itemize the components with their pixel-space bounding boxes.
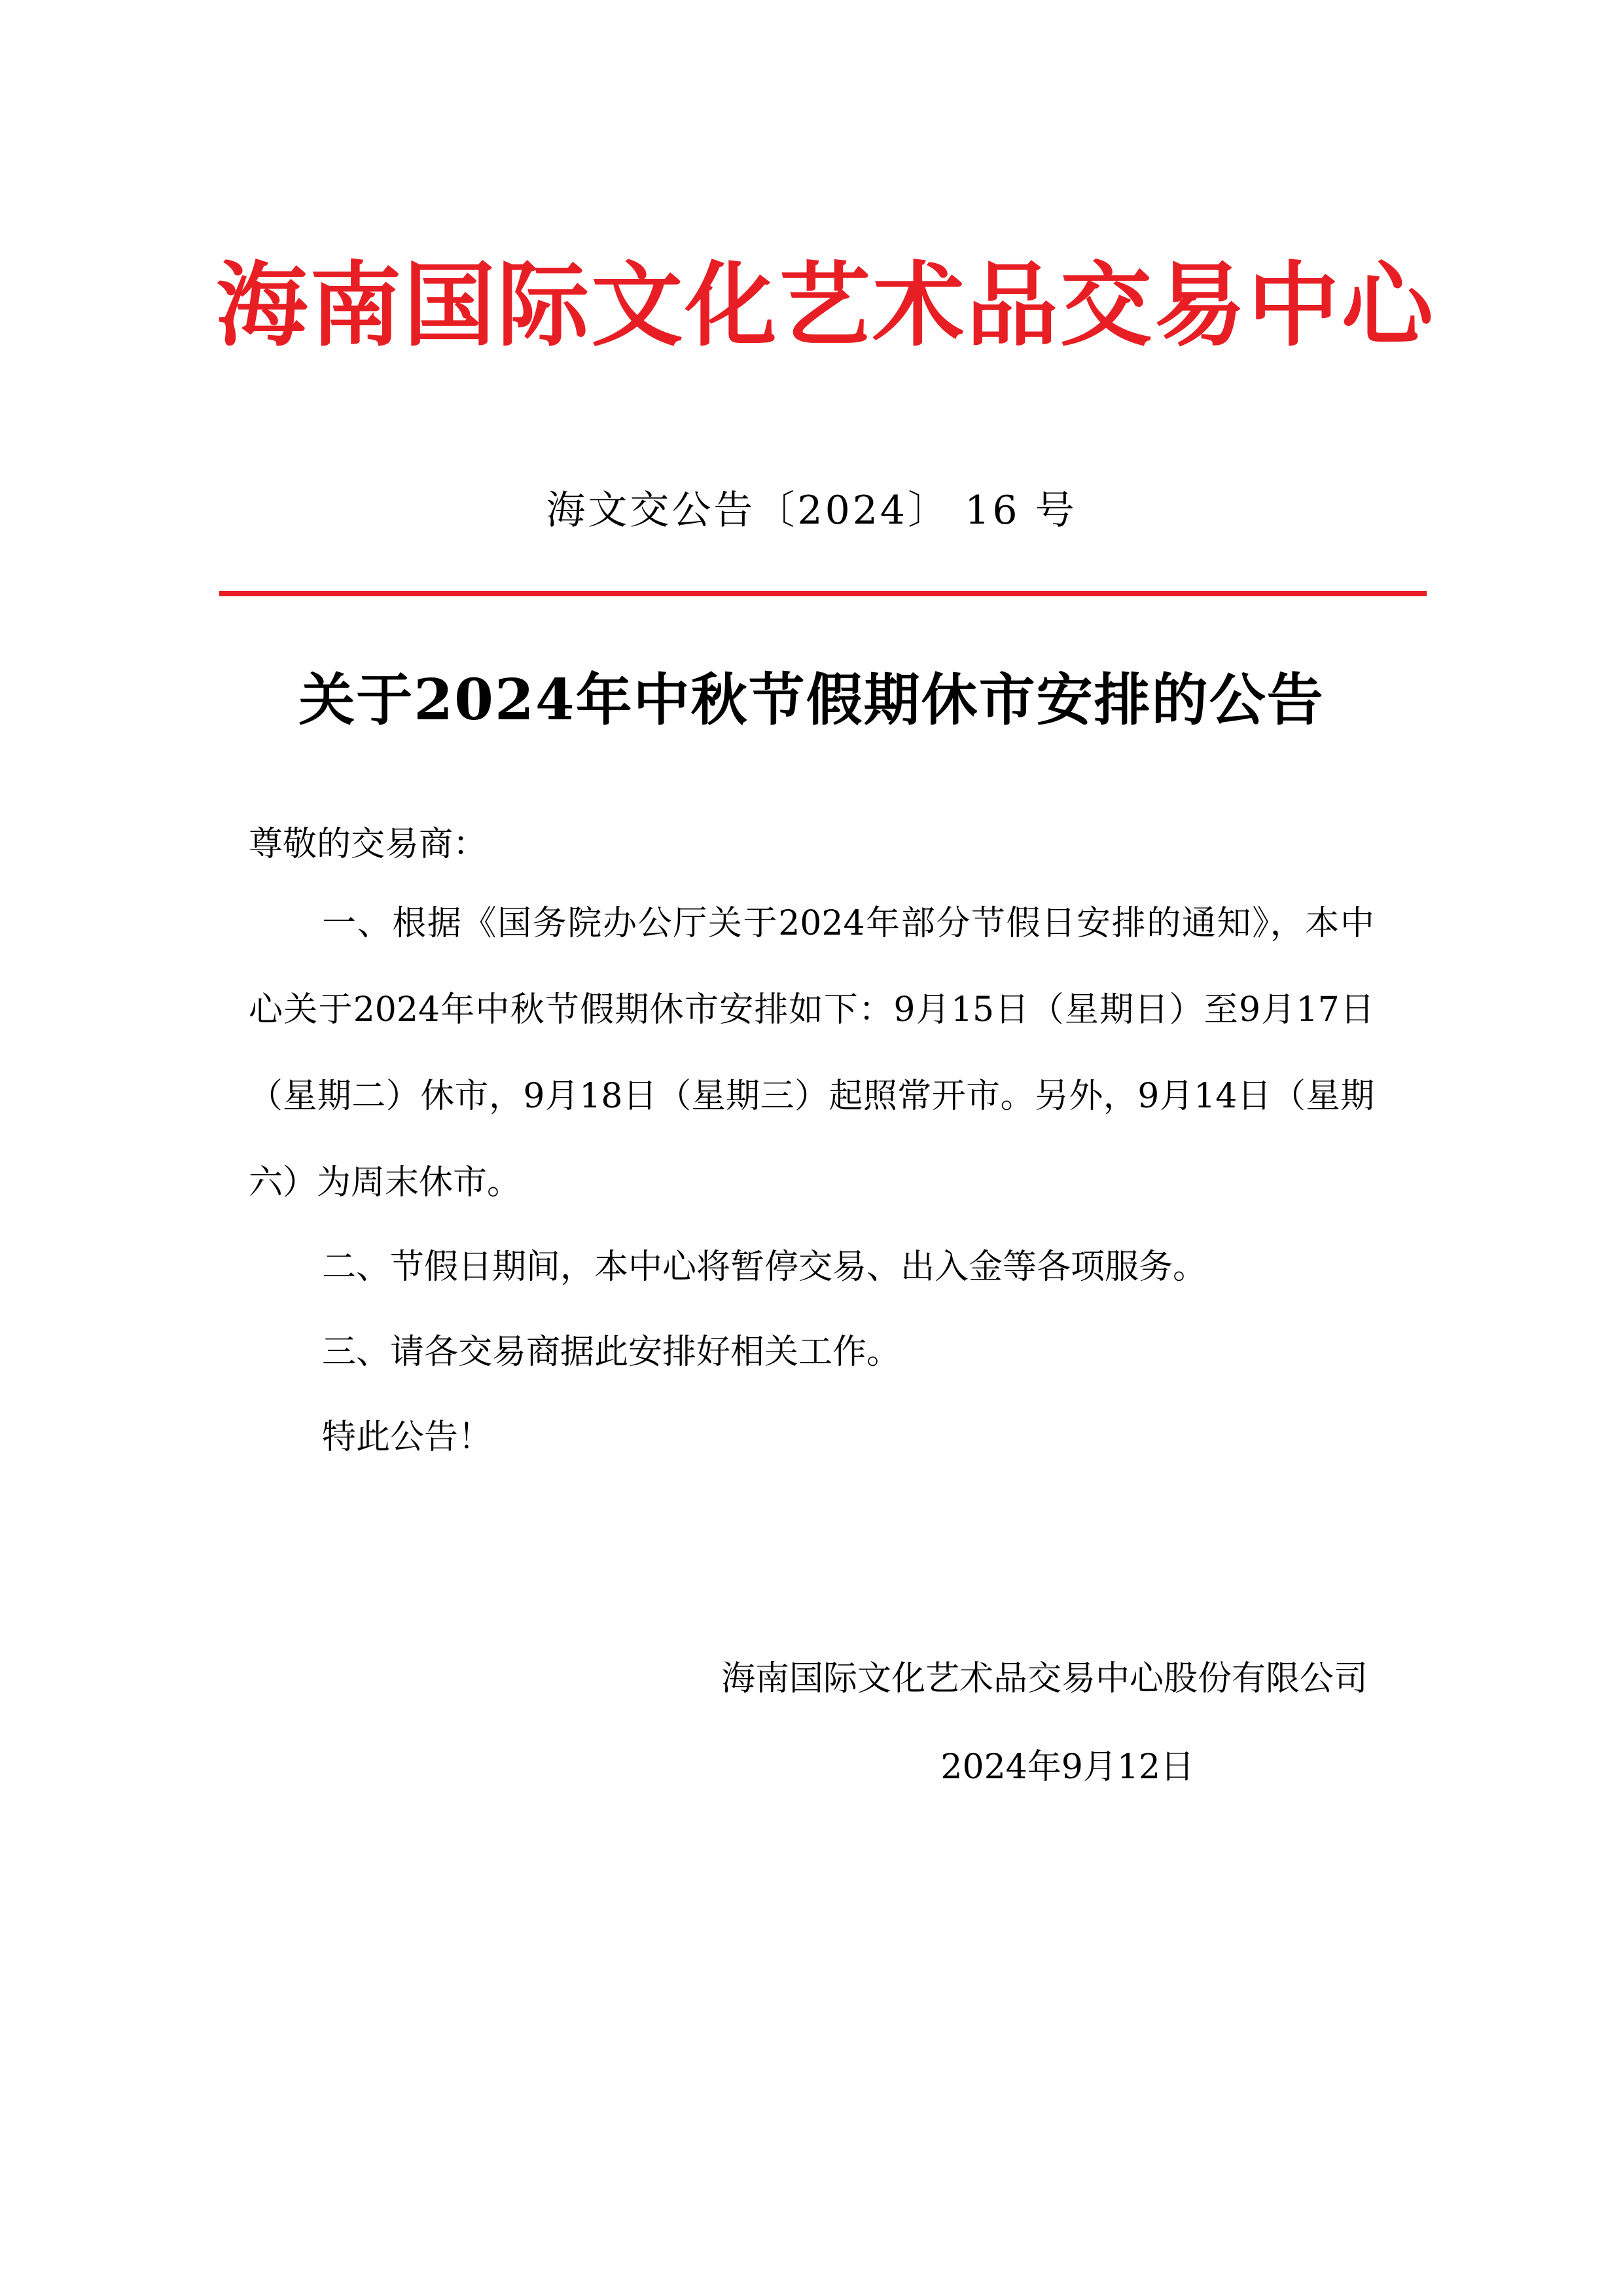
letterhead-char: 海 <box>216 251 308 359</box>
letterhead-char: 化 <box>685 251 777 359</box>
letterhead-char: 心 <box>1341 251 1433 359</box>
paragraph-closing: 特此公告！ <box>322 1418 493 1457</box>
signature-organization: 海南国际文化艺术品交易中心股份有限公司 <box>721 1659 1368 1698</box>
paragraph-schedule: 一、根据《国务院办公厅关于2024年部分节假日安排的通知》，本中心关于2024年中秋节假期休市安排如下：9月15日（星期日）至9月17日（星期二）休市，9月18日（星期三）起照常开市。另外，9月14日（星期六）为周末休市。 <box>249 904 1374 1202</box>
paragraph-arrangement: 三、请各交易商据此安排好相关工作。 <box>322 1333 901 1372</box>
salutation: 尊敬的交易商： <box>249 825 488 864</box>
letterhead-char: 南 <box>310 251 402 359</box>
signature-date: 2024年9月12日 <box>940 1748 1194 1787</box>
red-divider-line <box>219 591 1427 596</box>
letterhead-char: 文 <box>591 251 683 359</box>
notice-title: 关于2024年中秋节假期休市安排的公告 <box>298 667 1325 733</box>
letterhead-char: 国 <box>403 251 495 359</box>
letterhead-char: 艺 <box>778 251 870 359</box>
letterhead-char: 术 <box>872 251 965 359</box>
letterhead-char: 品 <box>966 251 1058 359</box>
letterhead-title <box>216 242 1433 359</box>
letterhead-char: 交 <box>1060 251 1152 359</box>
document-number: 海文交公告〔2024〕 16 号 <box>546 488 1077 533</box>
letterhead-char: 中 <box>1247 251 1340 359</box>
letterhead-char: 易 <box>1154 251 1246 359</box>
paragraph-services: 二、节假日期间，本中心将暂停交易、出入金等各项服务。 <box>322 1247 1207 1287</box>
letterhead-char: 际 <box>497 251 589 359</box>
